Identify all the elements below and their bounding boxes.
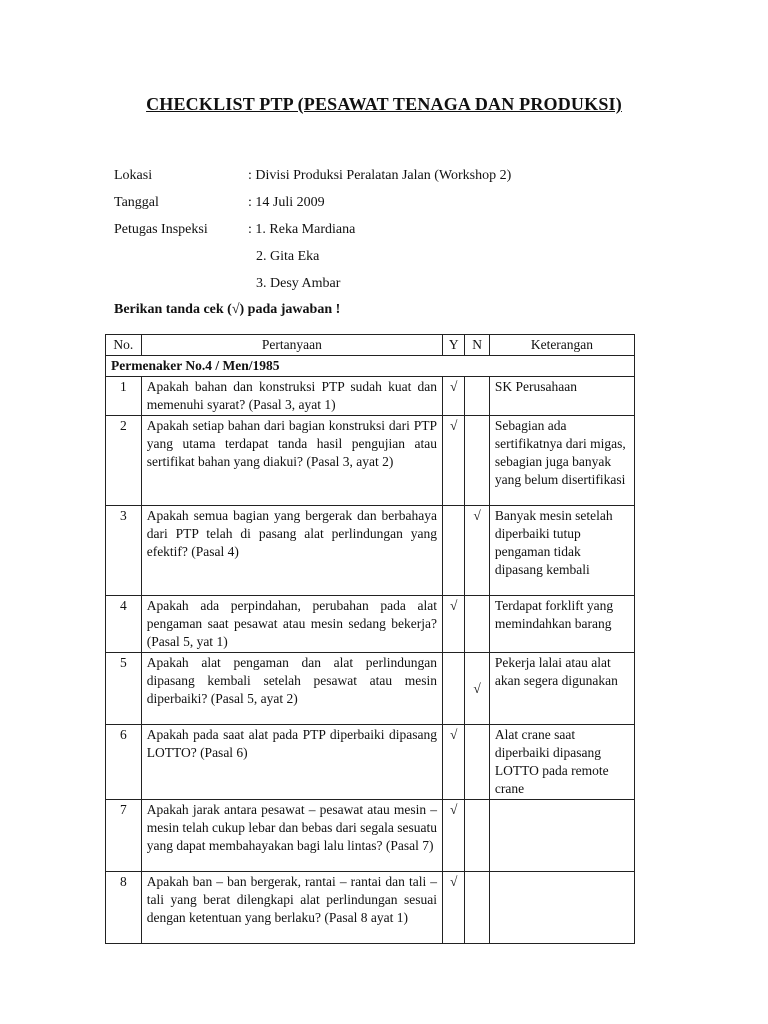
row-number: 2 bbox=[106, 416, 142, 506]
row-note: Alat crane saat diperbaiki dipasang LOTTO pada remote crane bbox=[489, 725, 634, 800]
row-number: 4 bbox=[106, 596, 142, 653]
document-title: CHECKLIST PTP (PESAWAT TENAGA DAN PRODUKSI) bbox=[146, 94, 622, 114]
row-yes-cell[interactable] bbox=[443, 653, 465, 725]
row-question: Apakah pada saat alat pada PTP diperbaiki dipasang LOTTO? (Pasal 6) bbox=[141, 725, 442, 800]
row-yes-cell[interactable]: √ bbox=[443, 416, 465, 506]
row-no-cell[interactable] bbox=[465, 377, 490, 416]
row-yes-cell[interactable]: √ bbox=[443, 725, 465, 800]
row-note: Terdapat forklift yang memindahkan barang bbox=[489, 596, 634, 653]
row-note: Pekerja lalai atau alat akan segera digunakan bbox=[489, 653, 634, 725]
row-question: Apakah ada perpindahan, perubahan pada alat pengaman saat pesawat atau mesin sedang bekerja? (Pasal 5, yat 1) bbox=[141, 596, 442, 653]
location-row bbox=[114, 166, 511, 193]
table-row bbox=[106, 506, 635, 596]
row-no-cell[interactable]: √ bbox=[465, 653, 490, 725]
row-question: Apakah ban – ban bergerak, rantai – rantai dan tali – tali yang berat dilengkapi alat perlindungan sesuai dengan ketentuan yang berlaku? (Pasal 8 ayat 1) bbox=[141, 872, 442, 944]
row-no-cell[interactable] bbox=[465, 872, 490, 944]
row-number: 3 bbox=[106, 506, 142, 596]
date-row bbox=[114, 193, 511, 220]
row-question: Apakah setiap bahan dari bagian konstruksi dari PTP yang utama terdapat tanda hasil pengujian atau sertifikat bahan yang diakui? (Pasal 3, ayat 2) bbox=[141, 416, 442, 506]
table-row bbox=[106, 725, 635, 800]
row-number: 1 bbox=[106, 377, 142, 416]
location-label: Lokasi bbox=[114, 168, 153, 183]
inspector-3: 3. Desy Ambar bbox=[256, 276, 341, 291]
instruction-text: Berikan tanda cek (√) pada jawaban ! bbox=[114, 302, 341, 317]
table-row bbox=[106, 800, 635, 872]
row-note: Sebagian ada sertifikatnya dari migas, sebagian juga banyak yang belum disertifikasi bbox=[489, 416, 634, 506]
inspection-info bbox=[114, 166, 511, 301]
row-question: Apakah alat pengaman dan alat perlindungan dipasang kembali setelah pesawat atau mesin diperbaiki? (Pasal 5, ayat 2) bbox=[141, 653, 442, 725]
row-number: 7 bbox=[106, 800, 142, 872]
row-no-cell[interactable] bbox=[465, 800, 490, 872]
date-value: : 14 Juli 2009 bbox=[248, 195, 325, 210]
location-value: : Divisi Produksi Peralatan Jalan (Workshop 2) bbox=[248, 168, 512, 183]
row-question: Apakah semua bagian yang bergerak dan berbahaya dari PTP telah di pasang alat perlindungan yang efektif? (Pasal 4) bbox=[141, 506, 442, 596]
row-number: 6 bbox=[106, 725, 142, 800]
table-row bbox=[106, 653, 635, 725]
header-yes: Y bbox=[443, 335, 465, 356]
row-question: Apakah bahan dan konstruksi PTP sudah kuat dan memenuhi syarat? (Pasal 3, ayat 1) bbox=[141, 377, 442, 416]
row-number: 5 bbox=[106, 653, 142, 725]
row-yes-cell[interactable] bbox=[443, 506, 465, 596]
row-note: SK Perusahaan bbox=[489, 377, 634, 416]
inspector-row bbox=[114, 220, 511, 247]
row-note bbox=[489, 800, 634, 872]
table-row bbox=[106, 416, 635, 506]
row-yes-cell[interactable]: √ bbox=[443, 596, 465, 653]
section-row bbox=[106, 356, 635, 377]
inspector-1: : 1. Reka Mardiana bbox=[248, 222, 356, 237]
header-no-answer: N bbox=[465, 335, 490, 356]
row-note: Banyak mesin setelah diperbaiki tutup pengaman tidak dipasang kembali bbox=[489, 506, 634, 596]
row-no-cell[interactable] bbox=[465, 596, 490, 653]
row-yes-cell[interactable]: √ bbox=[443, 800, 465, 872]
row-question: Apakah jarak antara pesawat – pesawat atau mesin – mesin telah cukup lebar dan bebas dari segala sesuatu yang dapat membahayakan bagi lalu lintas? (Pasal 7) bbox=[141, 800, 442, 872]
inspector-2: 2. Gita Eka bbox=[256, 249, 320, 264]
table-row bbox=[106, 872, 635, 944]
section-title: Permenaker No.4 / Men/1985 bbox=[106, 356, 635, 377]
header-no: No. bbox=[106, 335, 142, 356]
header-question: Pertanyaan bbox=[141, 335, 442, 356]
row-number: 8 bbox=[106, 872, 142, 944]
table-row bbox=[106, 596, 635, 653]
inspector-label: Petugas Inspeksi bbox=[114, 222, 208, 237]
table-header-row bbox=[106, 335, 635, 356]
table-row bbox=[106, 377, 635, 416]
checklist-table bbox=[105, 334, 635, 944]
header-note: Keterangan bbox=[489, 335, 634, 356]
row-yes-cell[interactable]: √ bbox=[443, 872, 465, 944]
row-no-cell[interactable]: √ bbox=[465, 506, 490, 596]
row-no-cell[interactable] bbox=[465, 416, 490, 506]
date-label: Tanggal bbox=[114, 195, 159, 210]
row-no-cell[interactable] bbox=[465, 725, 490, 800]
row-yes-cell[interactable]: √ bbox=[443, 377, 465, 416]
row-note bbox=[489, 872, 634, 944]
